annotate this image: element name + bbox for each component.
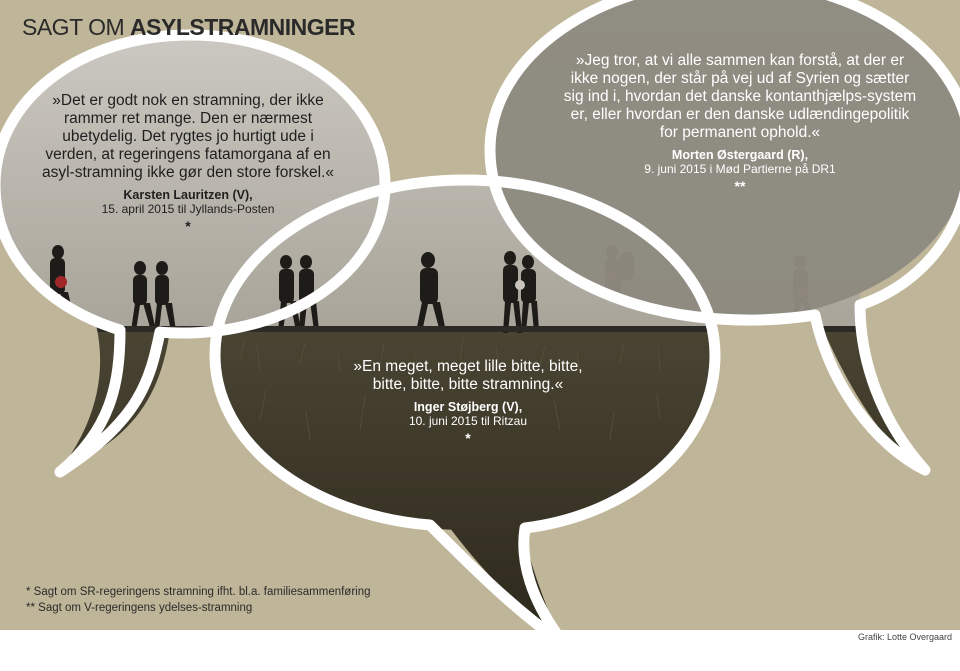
quote-stojberg (338, 358, 598, 446)
quote-source: 9. juni 2015 i Mød Partierne på DR1 (644, 162, 836, 176)
footnote-double-star: ** Sagt om V-regeringens ydelses-stramning (26, 602, 253, 614)
footnote-single-star: * Sagt om SR-regeringens stramning ifht. bl.a. familiesammenføring (26, 586, 371, 598)
graphic-credit: Grafik: Lotte Overgaard (857, 632, 952, 642)
quote-speaker: Karsten Lauritzen (V), (123, 188, 253, 202)
quote-lauritzen (38, 92, 338, 234)
quote-text: »En meget, meget lille bitte, bitte, bitte, bitte, bitte stramning.« (353, 358, 583, 393)
footnotes (26, 584, 371, 616)
quote-footnote-marker: * (185, 218, 191, 234)
quote-source: 10. juni 2015 til Ritzau (408, 414, 528, 428)
quote-speaker: Inger Støjberg (V), (413, 400, 523, 414)
quote-footnote-marker: * (465, 430, 471, 446)
quote-speaker: Morten Østergaard (R), (671, 148, 809, 162)
quote-footnote-marker: ** (734, 178, 746, 194)
page-title (22, 14, 355, 41)
title-light: SAGT OM (22, 14, 131, 40)
quote-text: »Det er godt nok en stramning, der ikke rammer ret mange. Den er nærmest ubetydelig. Det rygtes jo hurtigt ude i verden, at regeringens fatamorgana af en asyl-stramning ikke gør den store forskel.« (41, 92, 335, 181)
white-bottom-strip (0, 630, 960, 671)
quote-source: 15. april 2015 til Jyllands-Posten (101, 202, 275, 216)
quote-text: »Jeg tror, at vi alle sammen kan forstå, at der er ikke nogen, der står på vej ud af Syrien og sætter sig ind i, hvordan det danske kontanthjælps-system er, eller hvordan er den danske udlændingepolitik for permanent ophold.« (563, 52, 917, 141)
quote-ostergaard (560, 52, 920, 194)
title-bold: ASYLSTRAMNINGER (130, 14, 356, 40)
